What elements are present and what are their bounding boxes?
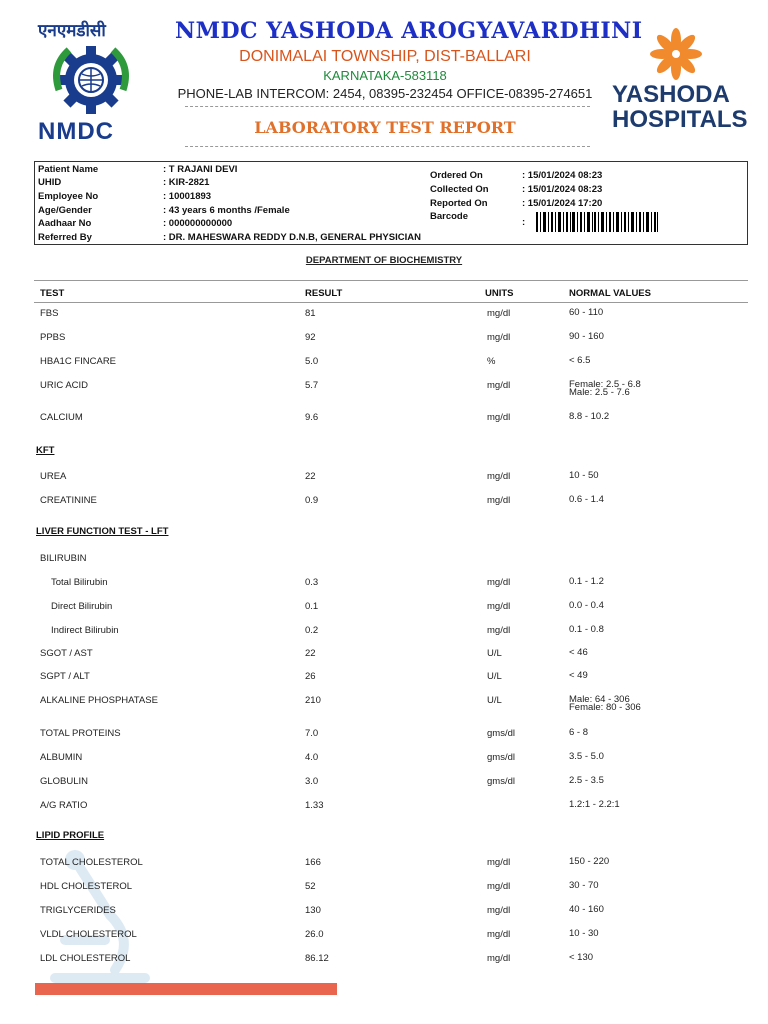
test-result: 4.0	[305, 752, 319, 763]
subsection-bilirubin	[0, 553, 768, 569]
test-result: 0.9	[305, 495, 319, 506]
table-row	[0, 881, 768, 897]
test-normal: 0.6 - 1.4	[569, 494, 604, 505]
test-name: Total Bilirubin	[51, 577, 108, 588]
reported-on-value: : 15/01/2024 17:20	[522, 198, 603, 209]
test-name: HBA1C FINCARE	[40, 356, 117, 367]
table-row	[0, 905, 768, 921]
test-result: 0.1	[305, 601, 319, 612]
test-result: 92	[305, 332, 316, 343]
test-unit: mg/dl	[487, 412, 511, 423]
table-row	[0, 800, 768, 816]
test-name: VLDL CHOLESTEROL	[40, 929, 137, 940]
test-result: 52	[305, 881, 316, 892]
test-unit: mg/dl	[487, 577, 511, 588]
label-ordered-on: Ordered On	[430, 170, 483, 181]
test-normal: 8.8 - 10.2	[569, 411, 610, 422]
address-line-1: DONIMALAI TOWNSHIP, DIST-BALLARI	[239, 48, 531, 65]
test-result: 9.6	[305, 412, 319, 423]
test-unit: %	[487, 356, 496, 367]
test-unit: mg/dl	[487, 881, 511, 892]
label-collected-on: Collected On	[430, 184, 489, 195]
table-row	[0, 953, 768, 969]
table-row	[0, 332, 768, 348]
table-row	[0, 471, 768, 487]
test-normal: 90 - 160	[569, 331, 604, 342]
test-name: SGOT / AST	[40, 648, 93, 659]
label-employee-no: Employee No	[38, 191, 99, 202]
test-normal: < 6.5	[569, 355, 591, 366]
address-line-2: KARNATAKA-583118	[323, 68, 447, 83]
test-normal: 6 - 8	[569, 727, 589, 738]
patient-aadhaar: : 000000000000	[163, 218, 233, 229]
table-row	[0, 648, 768, 664]
table-row	[0, 671, 768, 687]
yashoda-flower-logo	[648, 26, 704, 82]
test-result: 26	[305, 671, 316, 682]
table-row	[0, 776, 768, 792]
test-result: 210	[305, 695, 321, 706]
test-normal: 2.5 - 3.5	[569, 775, 604, 786]
test-name: SGPT / ALT	[40, 671, 90, 682]
test-unit: gms/dl	[487, 752, 515, 763]
test-normal: 40 - 160	[569, 904, 604, 915]
test-name: CREATININE	[40, 495, 97, 506]
test-normal: 10 - 30	[569, 928, 599, 939]
table-row	[0, 728, 768, 744]
table-row	[0, 380, 768, 404]
yashoda-word: YASHODA	[612, 81, 730, 108]
label-referred-by: Referred By	[38, 232, 92, 243]
test-normal: < 49	[569, 670, 588, 681]
test-result: 1.33	[305, 800, 324, 811]
test-normal: Male: 64 - 306	[569, 694, 630, 705]
test-unit: mg/dl	[487, 905, 511, 916]
table-row	[0, 929, 768, 945]
patient-age-gender: : 43 years 6 months /Female	[163, 205, 290, 216]
table-row	[0, 625, 768, 641]
table-header-bottom-line	[34, 302, 748, 303]
test-unit: mg/dl	[487, 471, 511, 482]
nmdc-logo	[36, 42, 146, 118]
label-aadhaar: Aadhaar No	[38, 218, 92, 229]
report-title: LABORATORY TEST REPORT	[254, 118, 516, 137]
barcode-image	[536, 212, 658, 232]
nmdc-text-logo: NMDC	[38, 118, 114, 145]
label-reported-on: Reported On	[430, 198, 488, 209]
test-normal: 0.0 - 0.4	[569, 600, 604, 611]
patient-employee-no: : 10001893	[163, 191, 212, 202]
test-name: HDL CHOLESTEROL	[40, 881, 133, 892]
test-result: 0.3	[305, 577, 319, 588]
table-row	[0, 577, 768, 593]
hospitals-word: HOSPITALS	[612, 106, 748, 133]
test-unit: U/L	[487, 671, 502, 682]
test-result: 5.7	[305, 380, 319, 391]
header-units: UNITS	[485, 288, 514, 299]
test-name: TRIGLYCERIDES	[40, 905, 116, 916]
test-unit: gms/dl	[487, 776, 515, 787]
header-divider-top	[185, 106, 590, 107]
nmdc-hindi-name: एनएमडीसी	[38, 21, 106, 41]
test-result: 86.12	[305, 953, 329, 964]
section-title-kft: KFT	[36, 445, 55, 456]
test-normal-line2: Female: 80 - 306	[569, 702, 641, 713]
test-normal: < 46	[569, 647, 588, 658]
test-unit: mg/dl	[487, 332, 511, 343]
patient-name: : T RAJANI DEVI	[163, 164, 238, 175]
test-name: PPBS	[40, 332, 66, 343]
test-name: Direct Bilirubin	[51, 601, 113, 612]
phone-line: PHONE-LAB INTERCOM: 2454, 08395-232454 OFFICE-08395-274651	[177, 86, 593, 101]
header-test: TEST	[40, 288, 65, 299]
test-result: 26.0	[305, 929, 324, 940]
label-age-gender: Age/Gender	[38, 205, 92, 216]
test-name: ALBUMIN	[40, 752, 83, 763]
test-result: 22	[305, 648, 316, 659]
test-normal: 0.1 - 0.8	[569, 624, 604, 635]
test-result: 130	[305, 905, 321, 916]
test-result: 81	[305, 308, 316, 319]
test-name: A/G RATIO	[40, 800, 88, 811]
test-normal: 0.1 - 1.2	[569, 576, 604, 587]
test-normal: 150 - 220	[569, 856, 610, 867]
test-unit: mg/dl	[487, 857, 511, 868]
test-result: 7.0	[305, 728, 319, 739]
test-name: LDL CHOLESTEROL	[40, 953, 131, 964]
test-name: CALCIUM	[40, 412, 83, 423]
header-normal-values: NORMAL VALUES	[569, 288, 651, 299]
test-unit: U/L	[487, 648, 502, 659]
subsection-title: BILIRUBIN	[40, 553, 87, 564]
patient-referred-by: : DR. MAHESWARA REDDY D.N.B, GENERAL PHYSICIAN	[163, 232, 421, 243]
table-row	[0, 308, 768, 324]
test-normal: 60 - 110	[569, 307, 604, 318]
department-title: DEPARTMENT OF BIOCHEMISTRY	[305, 255, 463, 266]
test-name: Indirect Bilirubin	[51, 625, 119, 636]
test-name: ALKALINE PHOSPHATASE	[40, 695, 158, 706]
test-name: TOTAL CHOLESTEROL	[40, 857, 143, 868]
test-result: 166	[305, 857, 321, 868]
test-name: UREA	[40, 471, 67, 482]
test-normal: 10 - 50	[569, 470, 599, 481]
test-normal-line2: Male: 2.5 - 7.6	[569, 387, 630, 398]
test-unit: mg/dl	[487, 601, 511, 612]
test-unit: mg/dl	[487, 308, 511, 319]
test-normal: Female: 2.5 - 6.8	[569, 379, 641, 390]
test-unit: mg/dl	[487, 380, 511, 391]
test-normal: 30 - 70	[569, 880, 599, 891]
table-row	[0, 356, 768, 372]
test-result: 5.0	[305, 356, 319, 367]
section-title-lipid: LIPID PROFILE	[36, 830, 105, 841]
table-row	[0, 495, 768, 511]
test-name: GLOBULIN	[40, 776, 89, 787]
table-row	[0, 695, 768, 719]
test-normal: 1.2:1 - 2.2:1	[569, 799, 620, 810]
section-title-lft: LIVER FUNCTION TEST - LFT	[36, 526, 169, 537]
barcode-colon: :	[522, 217, 526, 228]
patient-uhid: : KIR-2821	[163, 177, 210, 188]
label-patient-name: Patient Name	[38, 164, 99, 175]
hospital-title: NMDC YASHODA AROGYAVARDHINI	[175, 18, 643, 44]
test-name: TOTAL PROTEINS	[40, 728, 121, 739]
yashoda-hospitals-logo-text	[612, 82, 748, 132]
test-normal: 3.5 - 5.0	[569, 751, 604, 762]
footer-color-bar	[35, 983, 337, 995]
test-result: 0.2	[305, 625, 319, 636]
test-normal: < 130	[569, 952, 594, 963]
test-name: URIC ACID	[40, 380, 89, 391]
test-unit: mg/dl	[487, 929, 511, 940]
test-result: 3.0	[305, 776, 319, 787]
test-unit: mg/dl	[487, 495, 511, 506]
table-row	[0, 601, 768, 617]
test-unit: mg/dl	[487, 625, 511, 636]
label-barcode: Barcode	[430, 211, 469, 222]
test-name: FBS	[40, 308, 59, 319]
header-result: RESULT	[305, 288, 343, 299]
label-uhid: UHID	[38, 177, 62, 188]
table-row	[0, 412, 768, 428]
ordered-on-value: : 15/01/2024 08:23	[522, 170, 603, 181]
test-unit: mg/dl	[487, 953, 511, 964]
collected-on-value: : 15/01/2024 08:23	[522, 184, 603, 195]
test-result: 22	[305, 471, 316, 482]
header-divider-bottom	[185, 146, 590, 147]
table-header-top-line	[34, 280, 748, 281]
test-unit: U/L	[487, 695, 502, 706]
test-unit: gms/dl	[487, 728, 515, 739]
table-row	[0, 752, 768, 768]
table-row	[0, 857, 768, 873]
